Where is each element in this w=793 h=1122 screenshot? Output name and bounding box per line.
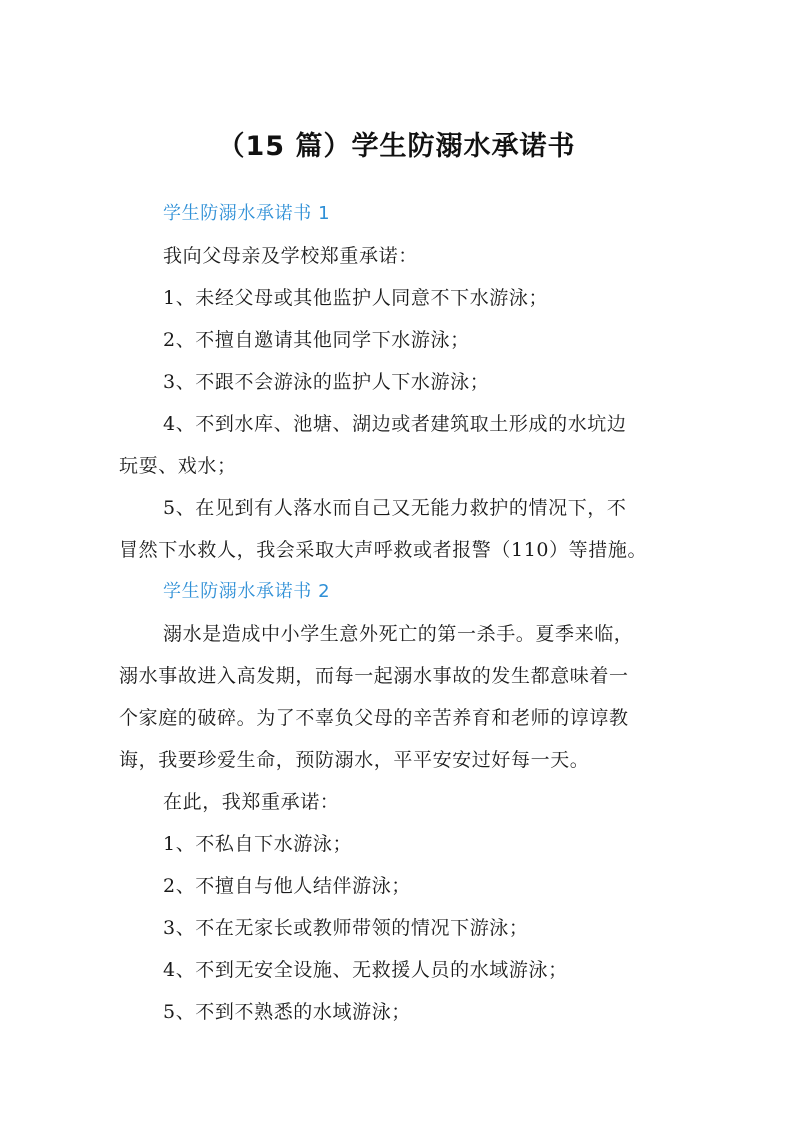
- section-heading-1: 学生防溺水承诺书 1: [163, 203, 331, 224]
- paragraph-line: 在此，我郑重承诺：: [163, 791, 340, 813]
- document-title: （15 篇）学生防溺水承诺书: [217, 131, 576, 162]
- document-body: [119, 193, 669, 1033]
- list-item: 5、不到不熟悉的水域游泳；: [163, 1001, 411, 1023]
- list-item: 4、不到水库、池塘、湖边或者建筑取土形成的水坑边: [163, 413, 627, 435]
- list-item-continuation: 玩耍、戏水；: [119, 455, 237, 477]
- list-item: 4、不到无安全设施、无救援人员的水域游泳；: [163, 959, 568, 981]
- list-item: 2、不擅自邀请其他同学下水游泳；: [163, 329, 470, 351]
- section-heading-2: 学生防溺水承诺书 2: [163, 581, 331, 602]
- paragraph-line: 诲，我要珍爱生命，预防溺水，平平安安过好每一天。: [119, 749, 590, 771]
- list-item: 5、在见到有人落水而自己又无能力救护的情况下，不: [163, 497, 627, 519]
- list-item: 2、不擅自与他人结伴游泳；: [163, 875, 411, 897]
- paragraph-line: 溺水事故进入高发期，而每一起溺水事故的发生都意味着一: [119, 665, 629, 687]
- list-item: 1、未经父母或其他监护人同意不下水游泳；: [163, 287, 549, 309]
- list-item: 3、不在无家长或教师带领的情况下游泳；: [163, 917, 529, 939]
- paragraph-line: 溺水是造成中小学生意外死亡的第一杀手。夏季来临，: [163, 623, 634, 645]
- list-item: 1、不私自下水游泳；: [163, 833, 353, 855]
- paragraph-line: 我向父母亲及学校郑重承诺：: [163, 245, 418, 267]
- paragraph-line: 个家庭的破碎。为了不辜负父母的辛苦养育和老师的谆谆教: [119, 707, 629, 729]
- list-item-continuation: 冒然下水救人，我会采取大声呼救或者报警（110）等措施。: [119, 539, 648, 561]
- list-item: 3、不跟不会游泳的监护人下水游泳；: [163, 371, 490, 393]
